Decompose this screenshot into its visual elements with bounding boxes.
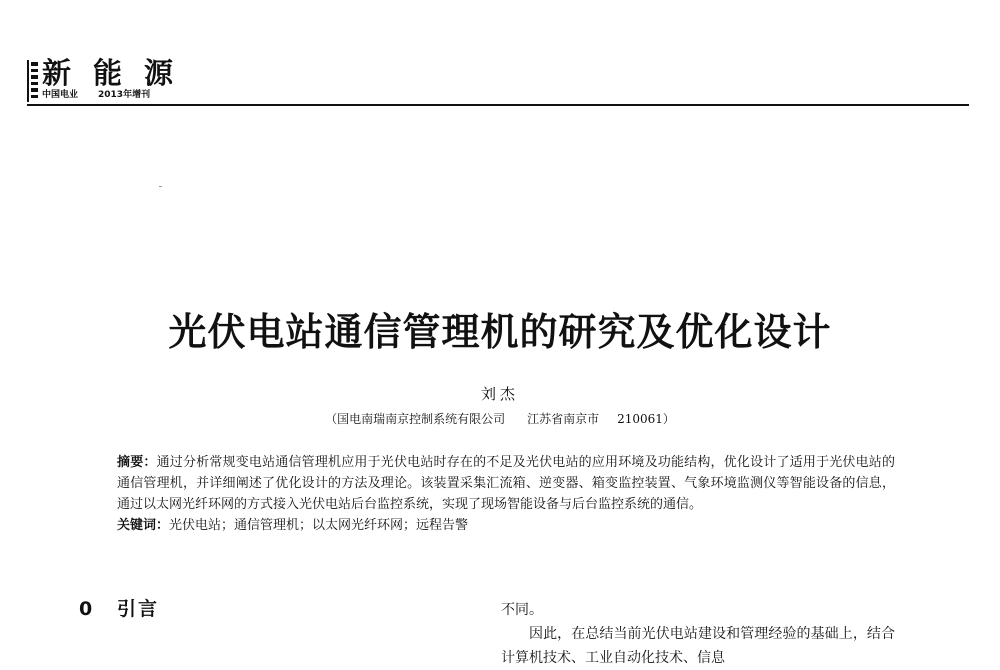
author-name: 刘杰 [480, 385, 519, 403]
journal-info [42, 90, 150, 101]
right-column-text [501, 598, 895, 670]
section-number: 0 [79, 598, 93, 620]
affiliation-org: （国电南瑞南京控制系统有限公司 [325, 412, 506, 426]
abstract-paragraph [117, 452, 895, 515]
abstract-text: 通过分析常规变电站通信管理机应用于光伏电站时存在的不足及光伏电站的应用环境及功能结构，优化设计了适用于光伏电站的通信管理机，并详细阐述了优化设计的方法及理论。该装置采集汇流箱、逆变器、箱变监控装置、气象环境监测仪等智能设备的信息，通过以太网光纤环网的方式接入光伏电站后台监控系统，实现了现场智能设备与后台监控系统的通信。 [117, 455, 895, 512]
scan-speck [159, 186, 162, 187]
header-barcode-mark [27, 60, 39, 102]
publication-name: 中国电业 [42, 90, 79, 100]
author-affiliation [0, 411, 1000, 427]
journal-section-title: 新能源 [42, 56, 196, 90]
right-column-paragraph: 因此，在总结当前光伏电站建设和管理经验的基础上，结合计算机技术、工业自动化技术、信息 [501, 626, 895, 666]
paper-title: 光伏电站通信管理机的研究及优化设计 [168, 310, 832, 354]
header-rule [27, 104, 969, 106]
issue-label: 2013年增刊 [98, 90, 151, 100]
section-title: 引言 [117, 598, 160, 620]
keywords-text: 光伏电站；通信管理机；以太网光纤环网；远程告警 [169, 518, 469, 533]
keywords-label: 关键词： [117, 518, 170, 533]
affiliation-place: 江苏省南京市 [527, 412, 600, 426]
affiliation-postcode: 210061） [617, 412, 675, 426]
right-column-line: 不同。 [501, 602, 543, 618]
abstract-block [117, 452, 895, 536]
abstract-label: 摘要： [117, 455, 157, 470]
keywords-paragraph [117, 515, 895, 536]
